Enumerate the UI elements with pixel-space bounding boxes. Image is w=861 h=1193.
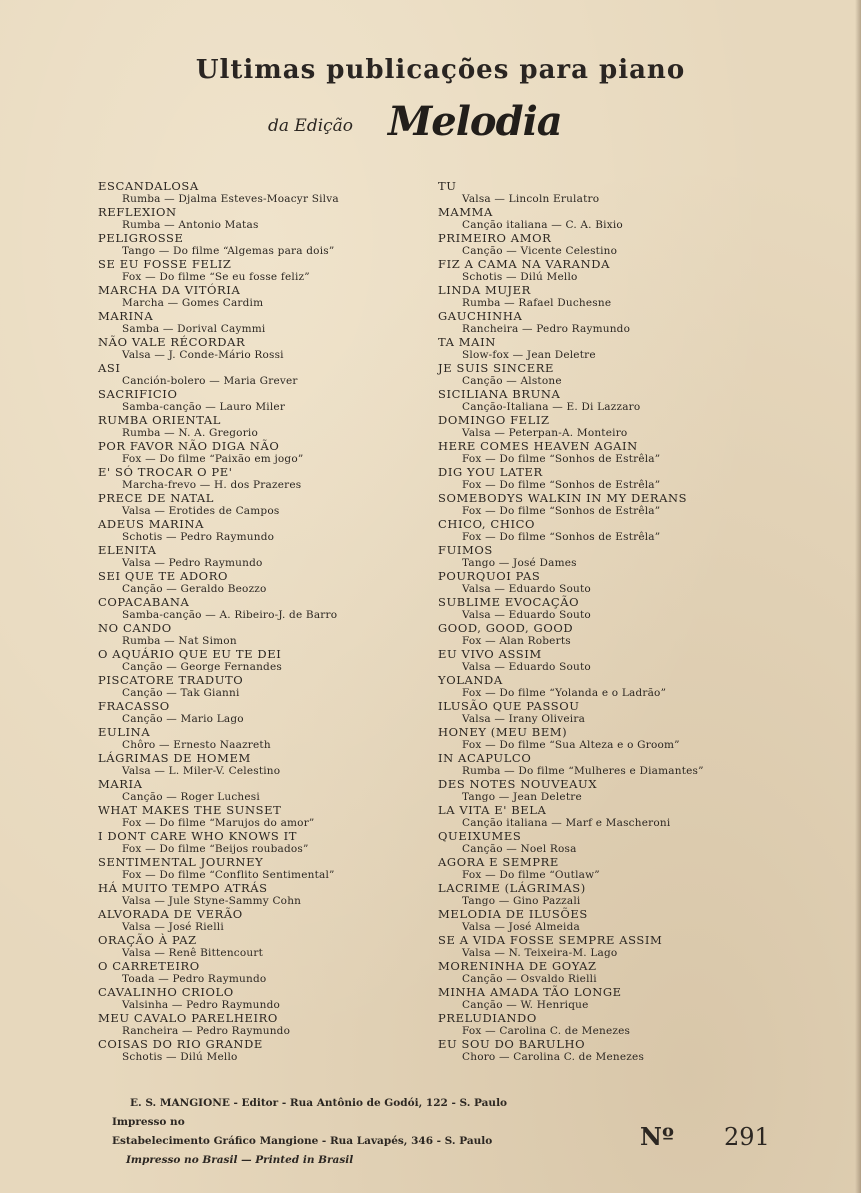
song-details: Samba-canção — Lauro Miler	[122, 401, 286, 413]
song-title: EULINA	[98, 725, 151, 739]
list-item	[438, 362, 798, 388]
song-details: Schotis — Dilú Mello	[122, 1051, 238, 1063]
song-details: Toada — Pedro Raymundo	[122, 973, 267, 985]
song-details: Canção — Vicente Celestino	[462, 245, 618, 257]
song-title: FUIMOS	[438, 543, 493, 557]
song-details: Rumba — Nat Simon	[122, 635, 237, 647]
song-title: PELIGROSSE	[98, 231, 184, 245]
song-title: NÃO VALE RÉCORDAR	[98, 335, 246, 349]
song-details: Tango — Do filme “Algemas para dois”	[122, 245, 335, 257]
song-details: Valsa — Lincoln Erulatro	[462, 193, 600, 205]
list-item	[98, 908, 458, 934]
list-item	[98, 492, 458, 518]
list-item	[438, 752, 798, 778]
song-details: Valsa — Pedro Raymundo	[122, 557, 263, 569]
song-details: Schotis — Dilú Mello	[462, 271, 578, 283]
song-details: Rumba — Djalma Esteves-Moacyr Silva	[122, 193, 339, 205]
list-item	[438, 674, 798, 700]
list-item	[438, 830, 798, 856]
list-item	[438, 622, 798, 648]
song-title: ELENITA	[98, 543, 157, 557]
song-title: AGORA E SEMPRE	[438, 855, 559, 869]
song-details: Valsa — J. Conde-Mário Rossi	[122, 349, 284, 361]
list-item	[98, 544, 458, 570]
list-item	[438, 440, 798, 466]
song-details: Valsa — Irany Oliveira	[462, 713, 586, 725]
list-item	[98, 258, 458, 284]
song-details: Rancheira — Pedro Raymundo	[122, 1025, 291, 1037]
list-item	[98, 466, 458, 492]
song-title: MINHA AMADA TÃO LONGE	[438, 985, 622, 999]
list-item	[438, 570, 798, 596]
list-item	[98, 700, 458, 726]
song-title: ALVORADA DE VERÃO	[98, 907, 243, 921]
song-title: RUMBA ORIENTAL	[98, 413, 222, 427]
song-details: Valsa — Eduardo Souto	[462, 609, 591, 621]
song-details: Canção — Roger Luchesi	[122, 791, 260, 803]
song-title: CAVALINHO CRIOLO	[98, 985, 234, 999]
song-details: Fox — Do filme “Sonhos de Estrêla”	[462, 453, 661, 465]
song-title: DES NOTES NOUVEAUX	[438, 777, 598, 791]
song-details: Fox — Do filme “Sonhos de Estrêla”	[462, 479, 661, 491]
song-details: Rumba — Antonio Matas	[122, 219, 259, 231]
song-title: E' SÓ TROCAR O PE'	[98, 465, 233, 479]
catalog-number	[640, 1122, 770, 1151]
list-item	[438, 986, 798, 1012]
list-item	[438, 518, 798, 544]
song-details: Marcha-frevo — H. dos Prazeres	[122, 479, 302, 491]
song-title: POR FAVOR NÃO DIGA NÃO	[98, 439, 280, 453]
list-item	[438, 206, 798, 232]
song-details: Valsa — José Rielli	[122, 921, 224, 933]
song-details: Tango — Gino Pazzali	[462, 895, 581, 907]
list-item	[438, 726, 798, 752]
song-details: Fox — Do filme “Sonhos de Estrêla”	[462, 505, 661, 517]
list-item	[98, 284, 458, 310]
song-title: LA VITA E' BELA	[438, 803, 547, 817]
list-item	[438, 180, 798, 206]
list-item	[438, 492, 798, 518]
printed-at-label: Impresso no	[112, 1116, 185, 1128]
list-item	[98, 1012, 458, 1038]
printed-in-brazil: Impresso no Brasil — Printed in Brasil	[126, 1154, 354, 1166]
list-item	[438, 336, 798, 362]
list-item	[438, 596, 798, 622]
song-title: COISAS DO RIO GRANDE	[98, 1037, 263, 1051]
song-details: Fox — Do filme “Yolanda e o Ladrão”	[462, 687, 667, 699]
song-title: MEU CAVALO PARELHEIRO	[98, 1011, 278, 1025]
song-title: SOMEBODYS WALKIN IN MY DERANS	[438, 491, 688, 505]
song-details: Canção — Geraldo Beozzo	[122, 583, 267, 595]
song-title: HERE COMES HEAVEN AGAIN	[438, 439, 638, 453]
song-title: PISCATORE TRADUTO	[98, 673, 244, 687]
song-details: Rumba — Do filme “Mulheres e Diamantes”	[462, 765, 704, 777]
list-item	[438, 1038, 798, 1064]
song-title: MARCHA DA VITÓRIA	[98, 283, 241, 297]
list-item	[98, 726, 458, 752]
song-details: Samba-canção — A. Ribeiro-J. de Barro	[122, 609, 338, 621]
song-details: Marcha — Gomes Cardim	[122, 297, 264, 309]
song-details: Fox — Do filme “Marujos do amor”	[122, 817, 315, 829]
song-details: Valsa — Renê Bittencourt	[122, 947, 263, 959]
song-details: Schotis — Pedro Raymundo	[122, 531, 275, 543]
song-title: ADEUS MARINA	[98, 517, 204, 531]
song-details: Valsa — Erotides de Campos	[122, 505, 280, 517]
list-item	[438, 778, 798, 804]
list-item	[438, 388, 798, 414]
song-details: Canção-Italiana — E. Di Lazzaro	[462, 401, 641, 413]
song-title: LINDA MUJER	[438, 283, 531, 297]
song-title: ILUSÃO QUE PASSOU	[438, 699, 580, 713]
list-item	[98, 778, 458, 804]
song-title: REFLEXION	[98, 205, 177, 219]
list-item	[98, 232, 458, 258]
song-title: MAMMA	[438, 205, 493, 219]
song-title: LÁGRIMAS DE HOMEM	[98, 751, 251, 765]
song-title: DIG YOU LATER	[438, 465, 543, 479]
list-item	[438, 648, 798, 674]
song-title: CHICO, CHICO	[438, 517, 536, 531]
song-details: Rumba — N. A. Gregorio	[122, 427, 258, 439]
song-details: Fox — Do filme “Sua Alteza e o Groom”	[462, 739, 680, 751]
song-title: MELODIA DE ILUSÕES	[438, 907, 588, 921]
list-item	[98, 180, 458, 206]
song-title: PRIMEIRO AMOR	[438, 231, 552, 245]
song-title: FIZ A CAMA NA VARANDA	[438, 257, 610, 271]
right-column-list	[438, 180, 798, 1064]
song-title: MARIA	[98, 777, 143, 791]
song-details: Chôro — Ernesto Naazreth	[122, 739, 271, 751]
song-title: WHAT MAKES THE SUNSET	[98, 803, 282, 817]
song-details: Tango — Jean Deletre	[462, 791, 582, 803]
song-title: SACRIFICIO	[98, 387, 178, 401]
song-details: Rancheira — Pedro Raymundo	[462, 323, 631, 335]
printer-address: Estabelecimento Gráfico Mangione - Rua Lavapés, 346 - S. Paulo	[112, 1135, 493, 1147]
list-item	[438, 258, 798, 284]
song-title: SE A VIDA FOSSE SEMPRE ASSIM	[438, 933, 663, 947]
list-item	[98, 362, 458, 388]
left-column-list	[98, 180, 458, 1064]
list-item	[438, 1012, 798, 1038]
song-details: Valsa — Peterpan-A. Monteiro	[462, 427, 628, 439]
list-item	[98, 960, 458, 986]
song-title: HÁ MUITO TEMPO ATRÁS	[98, 881, 268, 895]
song-title: O CARRETEIRO	[98, 959, 200, 973]
song-details: Tango — José Dames	[462, 557, 577, 569]
song-title: SUBLIME EVOCAÇÃO	[438, 595, 580, 609]
list-item	[98, 440, 458, 466]
subtitle-prefix: da Edição	[268, 116, 354, 136]
song-details: Canção — Alstone	[462, 375, 562, 387]
song-details: Rumba — Rafael Duchesne	[462, 297, 612, 309]
song-title: HONEY (MEU BEM)	[438, 725, 568, 739]
list-item	[438, 414, 798, 440]
song-details: Valsa — L. Miler-V. Celestino	[122, 765, 281, 777]
list-item	[438, 882, 798, 908]
song-details: Valsa — Eduardo Souto	[462, 583, 591, 595]
imprint-footer	[112, 1094, 507, 1170]
page-edge-shadow	[855, 0, 861, 1193]
list-item	[438, 544, 798, 570]
song-title: O AQUÁRIO QUE EU TE DEI	[98, 647, 282, 661]
song-title: ESCANDALOSA	[98, 179, 199, 193]
list-item	[98, 830, 458, 856]
song-details: Fox — Alan Roberts	[462, 635, 571, 647]
song-details: Canção — Mario Lago	[122, 713, 244, 725]
song-title: PRELUDIANDO	[438, 1011, 537, 1025]
song-details: Valsa — Jule Styne-Sammy Cohn	[122, 895, 302, 907]
song-title: ORAÇÃO À PAZ	[98, 933, 197, 947]
list-item	[98, 596, 458, 622]
song-title: TU	[438, 179, 457, 193]
song-details: Canção — Noel Rosa	[462, 843, 577, 855]
song-title: SENTIMENTAL JOURNEY	[98, 855, 264, 869]
song-details: Canção — W. Henrique	[462, 999, 589, 1011]
song-title: EU SOU DO BARULHO	[438, 1037, 586, 1051]
list-item	[98, 622, 458, 648]
song-title: FRACASSO	[98, 699, 170, 713]
publisher-address: E. S. MANGIONE - Editor - Rua Antônio de Godói, 122 - S. Paulo	[130, 1097, 508, 1109]
song-details: Canción-bolero — Maria Grever	[122, 375, 298, 387]
song-details: Canção — Tak Gianni	[122, 687, 240, 699]
list-item	[98, 856, 458, 882]
song-title: COPACABANA	[98, 595, 190, 609]
song-details: Valsinha — Pedro Raymundo	[122, 999, 281, 1011]
list-item	[98, 882, 458, 908]
list-item	[438, 960, 798, 986]
song-title: MARINA	[98, 309, 154, 323]
song-title: JE SUIS SINCERE	[438, 361, 555, 375]
number-sign: Nº	[640, 1122, 674, 1151]
song-details: Canção — Osvaldo Rielli	[462, 973, 597, 985]
song-details: Canção — George Fernandes	[122, 661, 282, 673]
song-title: YOLANDA	[438, 673, 503, 687]
list-item	[98, 986, 458, 1012]
list-item	[98, 388, 458, 414]
list-item	[98, 752, 458, 778]
list-item	[98, 934, 458, 960]
song-title: GOOD, GOOD, GOOD	[438, 621, 574, 635]
brand-logo: Melodia	[388, 98, 562, 145]
song-details: Fox — Do filme “Beijos roubados”	[122, 843, 309, 855]
song-title: ASI	[98, 361, 121, 375]
list-item	[438, 856, 798, 882]
song-details: Fox — Carolina C. de Menezes	[462, 1025, 631, 1037]
song-details: Choro — Carolina C. de Menezes	[462, 1051, 645, 1063]
song-details: Fox — Do filme “Conflito Sentimental”	[122, 869, 335, 881]
list-item	[98, 1038, 458, 1064]
list-item	[438, 700, 798, 726]
song-title: EU VIVO ASSIM	[438, 647, 542, 661]
list-item	[98, 674, 458, 700]
list-item	[98, 414, 458, 440]
list-item	[98, 206, 458, 232]
song-title: I DONT CARE WHO KNOWS IT	[98, 829, 298, 843]
song-details: Valsa — Eduardo Souto	[462, 661, 591, 673]
song-title: TA MAIN	[438, 335, 496, 349]
song-details: Fox — Do filme “Outlaw”	[462, 869, 600, 881]
song-details: Valsa — José Almeida	[462, 921, 580, 933]
list-item	[438, 310, 798, 336]
list-item	[438, 284, 798, 310]
song-title: GAUCHINHA	[438, 309, 523, 323]
song-details: Slow-fox — Jean Deletre	[462, 349, 596, 361]
song-title: SICILIANA BRUNA	[438, 387, 561, 401]
song-title: SE EU FOSSE FELIZ	[98, 257, 232, 271]
list-item	[438, 232, 798, 258]
list-item	[438, 934, 798, 960]
song-title: IN ACAPULCO	[438, 751, 532, 765]
song-title: SEI QUE TE ADORO	[98, 569, 229, 583]
song-details: Fox — Do filme “Se eu fosse feliz”	[122, 271, 310, 283]
song-details: Canção italiana — C. A. Bixio	[462, 219, 623, 231]
list-item	[98, 648, 458, 674]
song-details: Valsa — N. Teixeira-M. Lago	[462, 947, 618, 959]
list-item	[438, 804, 798, 830]
song-title: POURQUOI PAS	[438, 569, 541, 583]
song-title: NO CANDO	[98, 621, 172, 635]
list-item	[98, 518, 458, 544]
list-item	[438, 466, 798, 492]
page-title: Ultimas publicações para piano	[195, 55, 686, 85]
list-item	[98, 570, 458, 596]
list-item	[98, 310, 458, 336]
song-title: DOMINGO FELIZ	[438, 413, 550, 427]
song-details: Canção italiana — Marf e Mascheroni	[462, 817, 671, 829]
song-details: Fox — Do filme “Sonhos de Estrêla”	[462, 531, 661, 543]
song-details: Fox — Do filme “Paixão em jogo”	[122, 453, 304, 465]
number-value: 291	[723, 1123, 770, 1151]
song-title: LACRIME (LÁGRIMAS)	[438, 881, 586, 895]
list-item	[98, 804, 458, 830]
list-item	[438, 908, 798, 934]
song-title: PRECE DE NATAL	[98, 491, 215, 505]
song-details: Samba — Dorival Caymmi	[122, 323, 266, 335]
song-title: QUEIXUMES	[438, 829, 522, 843]
song-title: MORENINHA DE GOYAZ	[438, 959, 597, 973]
list-item	[98, 336, 458, 362]
